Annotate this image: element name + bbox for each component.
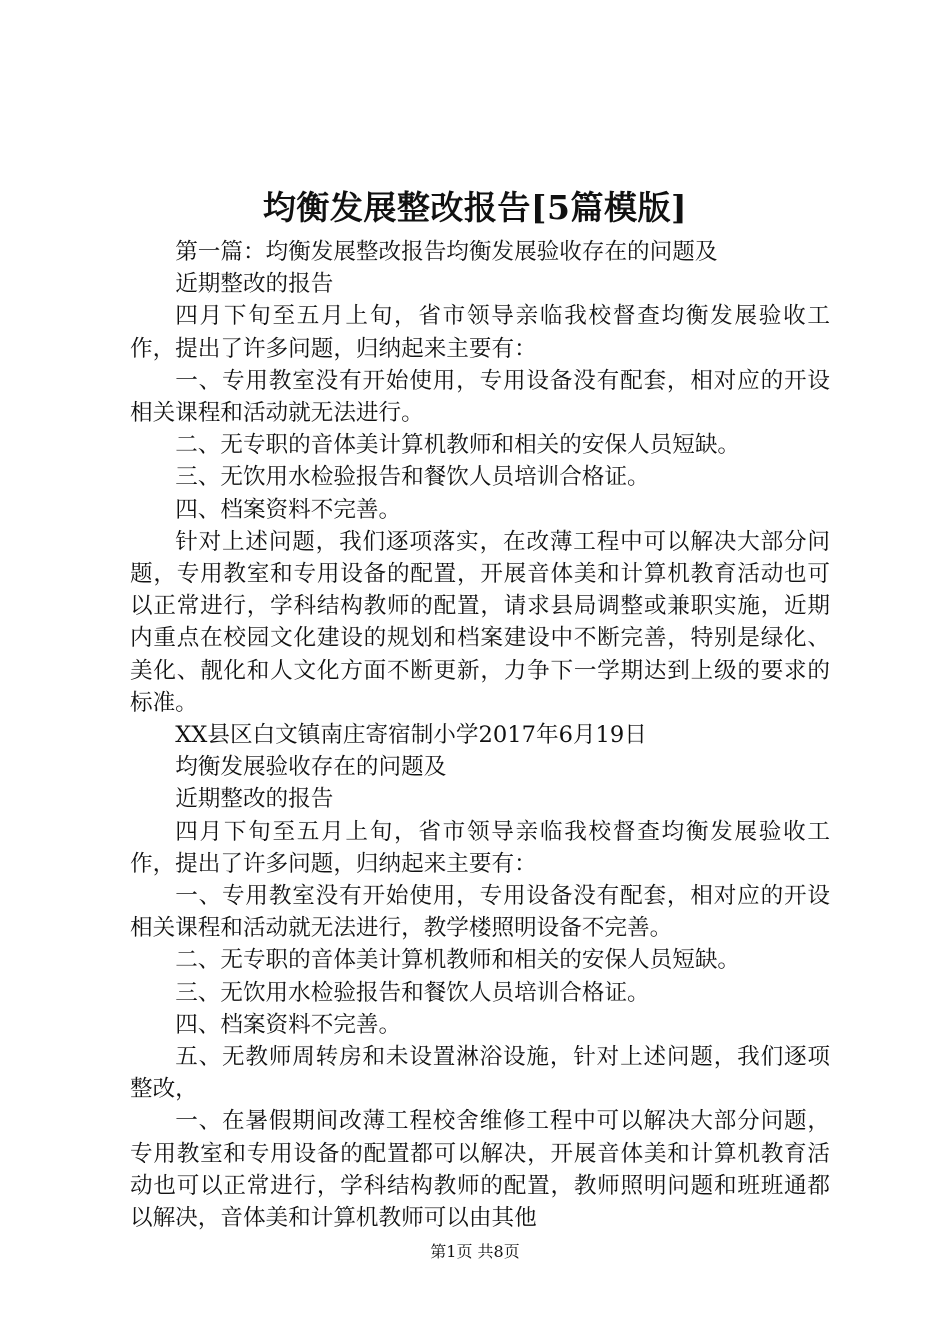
paragraph: 近期整改的报告 bbox=[175, 786, 334, 813]
paragraph: 均衡发展验收存在的问题及 bbox=[175, 754, 447, 781]
page-number-footer: 第1页 共8页 bbox=[430, 1242, 520, 1261]
paragraph: 四月下旬至五月上旬，省市领导亲临我校督查均衡发展验收工作，提出了许多问题，归纳起来主要有： bbox=[130, 818, 830, 877]
paragraph: 三、无饮用水检验报告和餐饮人员培训合格证。 bbox=[175, 464, 650, 491]
document-title: 均衡发展整改报告[5篇模版] bbox=[262, 188, 688, 227]
paragraph: 三、无饮用水检验报告和餐饮人员培训合格证。 bbox=[175, 979, 650, 1006]
paragraph: 四、档案资料不完善。 bbox=[175, 496, 402, 523]
paragraph: 一、专用教室没有开始使用，专用设备没有配套，相对应的开设相关课程和活动就无法进行。 bbox=[130, 367, 830, 427]
paragraph: 二、无专职的音体美计算机教师和相关的安保人员短缺。 bbox=[175, 947, 741, 974]
paragraph: 第一篇：均衡发展整改报告均衡发展验收存在的问题及 bbox=[175, 239, 718, 265]
paragraph: 针对上述问题，我们逐项落实，在改薄工程中可以解决大部分问题，专用教室和专用设备的配置，开展音体美和计算机教育活动也可以正常进行，学科结构教师的配置，请求县局调整或兼职实施，近期内重点在校园文化建设的规划和档案建设中不断完善，特别是绿化、美化、靓化和人文化方面不断更新，力争下一学期达到上级的要求的标准。 bbox=[130, 528, 830, 716]
paragraph: 四、档案资料不完善。 bbox=[175, 1011, 402, 1038]
signature-line: XX县区白文镇南庄寄宿制小学2017年6月19日 bbox=[175, 722, 647, 749]
paragraph: 二、无专职的音体美计算机教师和相关的安保人员短缺。 bbox=[175, 432, 741, 459]
paragraph: 四月下旬至五月上旬，省市领导亲临我校督查均衡发展验收工作，提出了许多问题，归纳起来主要有： bbox=[130, 303, 830, 362]
paragraph: 近期整改的报告 bbox=[175, 271, 334, 298]
paragraph: 一、在暑假期间改薄工程校舍维修工程中可以解决大部分问题，专用教室和专用设备的配置都可以解决，开展音体美和计算机教育活动也可以正常进行，学科结构教师的配置，教师照明问题和班班通都以解决，音体美和计算机教师可以由其他 bbox=[130, 1108, 830, 1232]
document-body bbox=[130, 236, 830, 1234]
paragraph: 五、无教师周转房和未设置淋浴设施，针对上述问题，我们逐项整改， bbox=[130, 1044, 830, 1103]
paragraph: 一、专用教室没有开始使用，专用设备没有配套，相对应的开设相关课程和活动就无法进行，教学楼照明设备不完善。 bbox=[130, 883, 830, 942]
